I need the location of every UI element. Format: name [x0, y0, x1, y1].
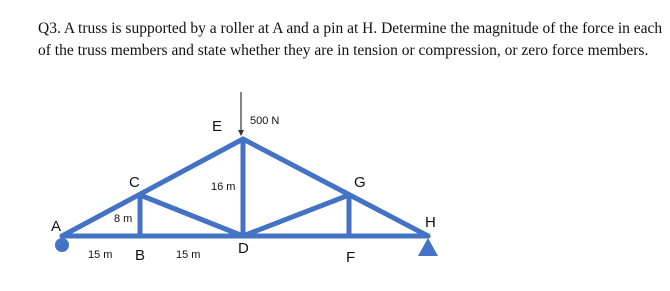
- dimension-bc: 8 m: [114, 213, 133, 225]
- node-label-b: B: [135, 247, 146, 264]
- dimension-bd: 15 m: [176, 249, 201, 261]
- node-label-c: C: [129, 174, 140, 191]
- roller-support-a: [55, 238, 69, 252]
- node-label-f: F: [346, 249, 356, 266]
- member-eh: [243, 139, 428, 236]
- node-label-g: G: [354, 174, 366, 191]
- load-arrow: [238, 92, 244, 136]
- node-label-h: H: [425, 214, 436, 231]
- node-label-d: D: [238, 240, 249, 257]
- member-cd: [140, 195, 243, 236]
- node-label-e: E: [212, 118, 223, 135]
- dimension-de: 16 m: [211, 181, 236, 193]
- pin-support-h: [418, 238, 438, 256]
- node-label-a: A: [51, 218, 62, 235]
- load-label: 500 N: [250, 115, 280, 127]
- member-dg: [243, 195, 349, 236]
- dimension-ab: 15 m: [88, 249, 113, 261]
- question-text: Q3. A truss is supported by a roller at A and a pin at H. Determine the magnitude of the force in each of the truss members and state whether they are in tension or compression, or zero force members.: [38, 20, 663, 59]
